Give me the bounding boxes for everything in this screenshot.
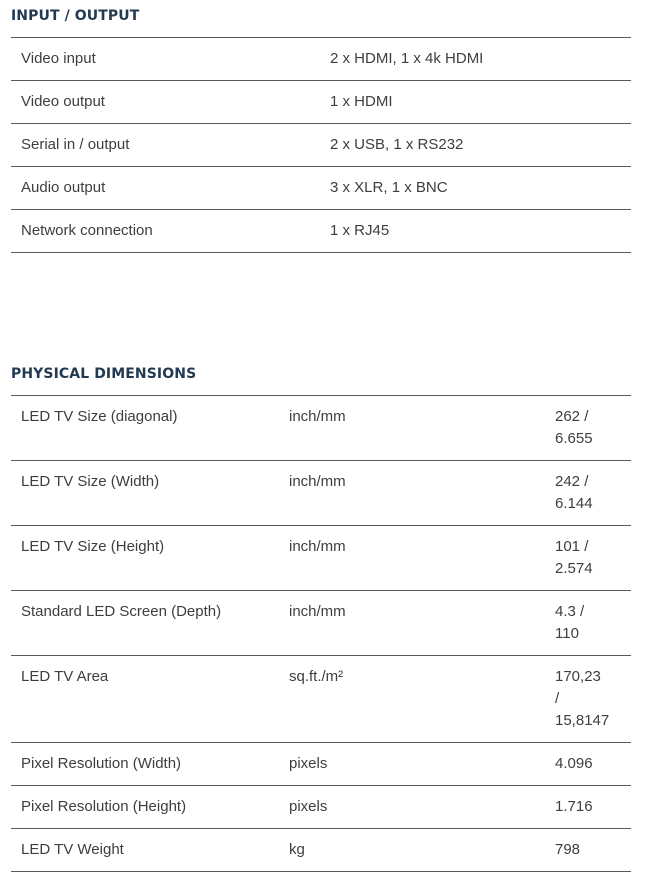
table-row [11,396,631,461]
table-row [11,124,631,167]
table-row [11,210,631,253]
spec-value: 262 / 6.655 [555,408,593,447]
spec-label: Pixel Resolution (Height) [21,798,187,815]
spec-unit: pixels [289,798,328,815]
spec-label: Video output [21,93,105,110]
spec-label: LED TV Size (diagonal) [21,408,178,425]
spec-label: Network connection [21,222,153,239]
spec-value: 1 x RJ45 [330,222,390,239]
spec-value: 2 x HDMI, 1 x 4k HDMI [330,50,484,67]
spec-value: 242 / 6.144 [555,473,593,512]
spec-unit: inch/mm [289,603,346,620]
table-row [11,743,631,786]
spec-value: 798 [555,841,581,858]
spec-value: 1.716 [555,798,593,815]
physical-dimensions-section [11,363,631,872]
table-row [11,38,631,81]
table-row [11,786,631,829]
spec-label: LED TV Size (Height) [21,538,165,555]
spec-label: Standard LED Screen (Depth) [21,603,222,620]
spec-value: 101 / 2.574 [555,538,593,577]
table-row [11,829,631,872]
spec-label: Serial in / output [21,136,130,153]
table-row [11,591,631,656]
spec-unit: inch/mm [289,408,346,425]
spec-label: Audio output [21,179,106,196]
table-row [11,167,631,210]
spec-value: 4.3 / 110 [555,603,585,642]
spec-label: Pixel Resolution (Width) [21,755,182,772]
input-output-title: INPUT / OUTPUT [11,8,140,24]
spec-unit: inch/mm [289,538,346,555]
input-output-table [11,37,631,253]
physical-dimensions-table [11,395,631,872]
spec-label: LED TV Size (Width) [21,473,160,490]
spec-value: 3 x XLR, 1 x BNC [330,179,448,196]
spec-label: LED TV Weight [21,841,124,858]
table-row [11,526,631,591]
table-row [11,461,631,526]
spec-value: 2 x USB, 1 x RS232 [330,136,464,153]
physical-dimensions-title: PHYSICAL DIMENSIONS [11,366,197,382]
spec-unit: kg [289,841,305,858]
table-row [11,656,631,743]
input-output-section [11,5,631,253]
spec-value: 170,23 / 15,8147 [555,668,610,729]
spec-value: 4.096 [555,755,593,772]
spec-unit: inch/mm [289,473,346,490]
spec-label: LED TV Area [21,668,109,685]
table-row [11,81,631,124]
spec-unit: pixels [289,755,328,772]
spec-value: 1 x HDMI [330,93,393,110]
spec-label: Video input [21,50,96,67]
spec-unit: sq.ft./m² [289,668,344,685]
